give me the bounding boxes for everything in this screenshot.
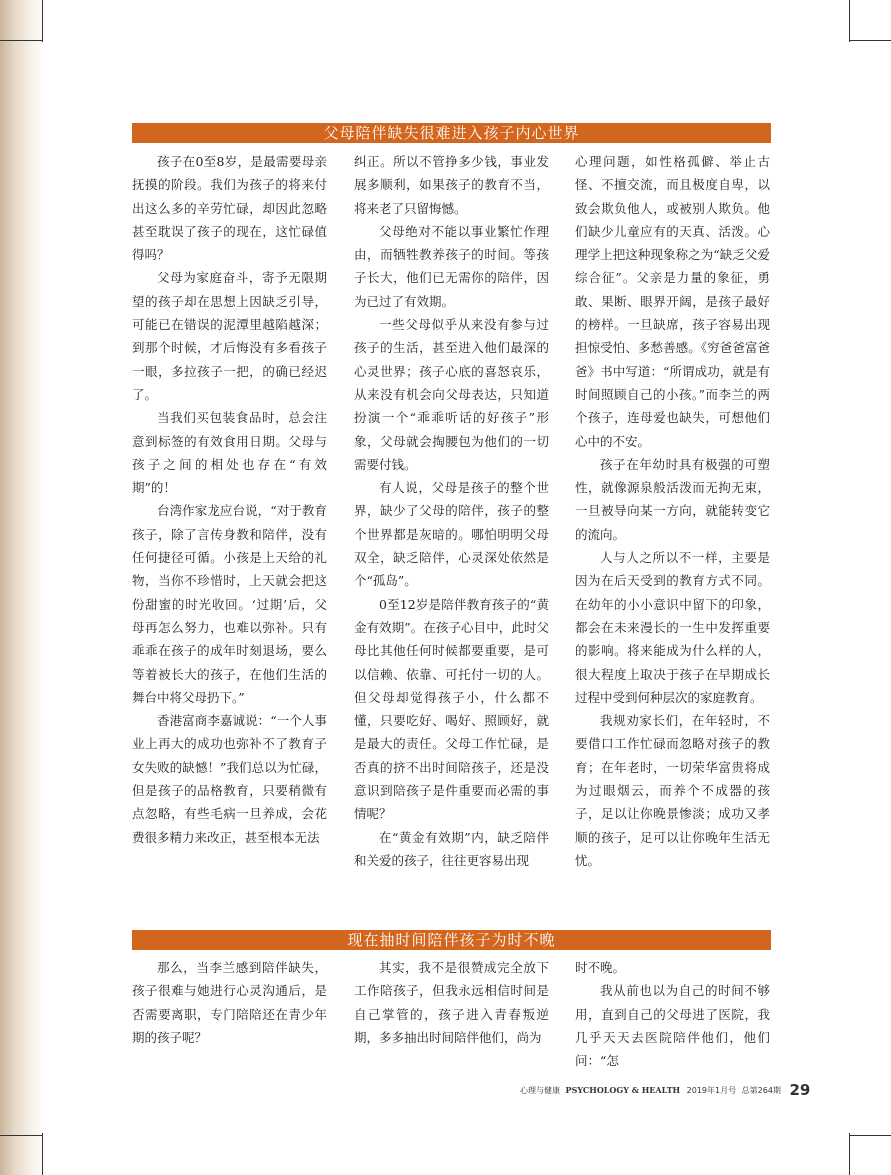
magazine-name-en: PSYCHOLOGY & HEALTH [565,1085,681,1095]
section-1-column-2 [354,150,549,872]
page-number: 29 [789,1081,811,1099]
crop-mark [849,0,850,42]
section-1-title: 父母陪伴缺失很难进入孩子内心世界 [132,123,771,143]
paragraph-continued: 心理问题，如性格孤僻、举止古怪、不擅交流，而且极度自卑，以致会欺负他人，或被别人欺负。他们缺少儿童应有的天真、活泼。心理学上把这种现象称之为“缺乏父爱综合征”。父亲是力量的象征，勇敢、果断、眼界开阔，是孩子最好的榜样。一旦缺席，孩子容易出现担惊受怕、多愁善感。《穷爸爸富爸爸》书中写道：“所谓成功，就是有时间照顾自己的小孩。”而李兰的两个孩子，连母爱也缺失，可想他们心中的不安。 [575,154,770,449]
paragraph: 父母绝对不能以事业繁忙作理由，而牺牲教养孩子的时间。等孩子长大，他们已无需你的陪伴，因为已过了有效期。 [354,223,549,309]
section-2-title: 现在抽时间陪伴孩子为时不晚 [132,930,771,950]
paragraph: 孩子在0至8岁，是最需要母亲抚摸的阶段。我们为孩子的将来付出这么多的辛劳忙碌，却因此忽略甚至耽误了孩子的现在，这忙碌值得吗？ [132,154,327,263]
paragraph: 有人说，父母是孩子的整个世界，缺少了父母的陪伴，孩子的整个世界都是灰暗的。哪怕明明父母双全，缺乏陪伴，心灵深处依然是个“孤岛”。 [354,480,549,589]
paragraph: 孩子在年幼时具有极强的可塑性，就像源泉般活泼而无拘无束，一旦被导向某一方向，就能转变它的流向。 [575,456,770,542]
crop-mark [0,1135,42,1136]
paragraph: 人与人之所以不一样，主要是因为在后天受到的教育方式不同。在幼年的小小意识中留下的印象，都会在未来漫长的一生中发挥重要的影响。将来能成为什么样的人，很大程度上取决于孩子在早期成长过程中受到何种层次的家庭教育。 [575,550,770,705]
paragraph: 台湾作家龙应台说，“对于教育孩子，除了言传身教和陪伴，没有任何捷径可循。小孩是上天给的礼物，当你不珍惜时，上天就会把这份甜蜜的时光收回。‘过期’后，父母再怎么努力，也难以弥补。只有乖乖在孩子的成年时刻退场，要么等着被长大的孩子，在他们生活的舞台中将父母扔下。” [132,503,327,705]
section-2-column-2 [354,956,549,1049]
paragraph: 一些父母似乎从来没有参与过孩子的生活，甚至进入他们最深的心灵世界；孩子心底的喜怒哀乐，从来没有机会向父母表达，只知道扮演一个“乖乖听话的好孩子”形象，父母就会掏腰包为他们的一切需要付钱。 [354,317,549,472]
paragraph: 在“黄金有效期”内，缺乏陪伴和关爱的孩子，往往更容易出现 [354,829,549,868]
paragraph: 当我们买包装食品时，总会注意到标签的有效食用日期。父母与孩子之间的相处也存在“有效期”的！ [132,410,327,496]
paragraph-continued: 时不晚。 [575,960,626,975]
paragraph: 那么，当李兰感到陪伴缺失，孩子很难与她进行心灵沟通后，是否需要离职，专门陪陪还在青少年期的孩子呢？ [132,960,327,1045]
paragraph: 我从前也以为自己的时间不够用，直到自己的父母进了医院，我几乎天天去医院陪伴他们，他们问：“怎 [575,983,770,1069]
magazine-name: 心理与健康 [520,1086,560,1095]
paragraph: 香港富商李嘉诚说：“一个人事业上再大的成功也弥补不了教育子女失败的缺憾！”我们总以为忙碌，但是孩子的品格教育，只要稍微有点忽略，有些毛病一旦养成，会花费很多精力来改正，甚至根本无法 [132,713,327,845]
issue-date: 2019年1月号 [686,1086,737,1095]
section-2-column-1 [132,956,327,1049]
paragraph-continued: 纠正。所以不管挣多少钱，事业发展多顺利，如果孩子的教育不当，将来老了只留悔憾。 [354,154,549,216]
paragraph: 父母为家庭奋斗，寄予无限期望的孩子却在思想上因缺乏引导，可能已在错误的泥潭里越陷越深；到那个时候，才后悔没有多看孩子一眼，多拉孩子一把，的确已经迟了。 [132,270,327,402]
paragraph: 其实，我不是很赞成完全放下工作陪孩子，但我永远相信时间是自己掌管的，孩子进入青春叛逆期，多多抽出时间陪伴他们，尚为 [354,960,549,1045]
crop-mark [0,40,42,41]
crop-mark [849,1135,891,1136]
crop-mark [42,0,43,42]
paragraph: 0至12岁是陪伴教育孩子的“黄金有效期”。在孩子心目中，此时父母比其他任何时候都要重要，是可以信赖、依靠、可托付一切的人。但父母却觉得孩子小，什么都不懂，只要吃好、喝好、照顾好，就是最大的责任。父母工作忙碌，是否真的挤不出时间陪孩子，还是没意识到陪孩子是件重要而必需的事情呢？ [354,596,549,822]
section-1-column-1 [132,150,327,849]
section-1-column-3 [575,150,770,872]
page-footer [520,1080,811,1100]
issue-total: 总第264期 [741,1086,781,1095]
crop-mark [849,1133,850,1175]
page-edge-shadow [0,0,46,1175]
paragraph: 我规劝家长们，在年轻时，不要借口工作忙碌而忽略对孩子的教育；在年老时，一切荣华富贵将成为过眼烟云，而养个不成器的孩子，足以让你晚景惨淡；成功又孝顺的孩子，足可以让你晚年生活无忧。 [575,713,770,868]
section-2-column-3 [575,956,770,1072]
crop-mark [849,40,891,41]
crop-mark [42,1133,43,1175]
